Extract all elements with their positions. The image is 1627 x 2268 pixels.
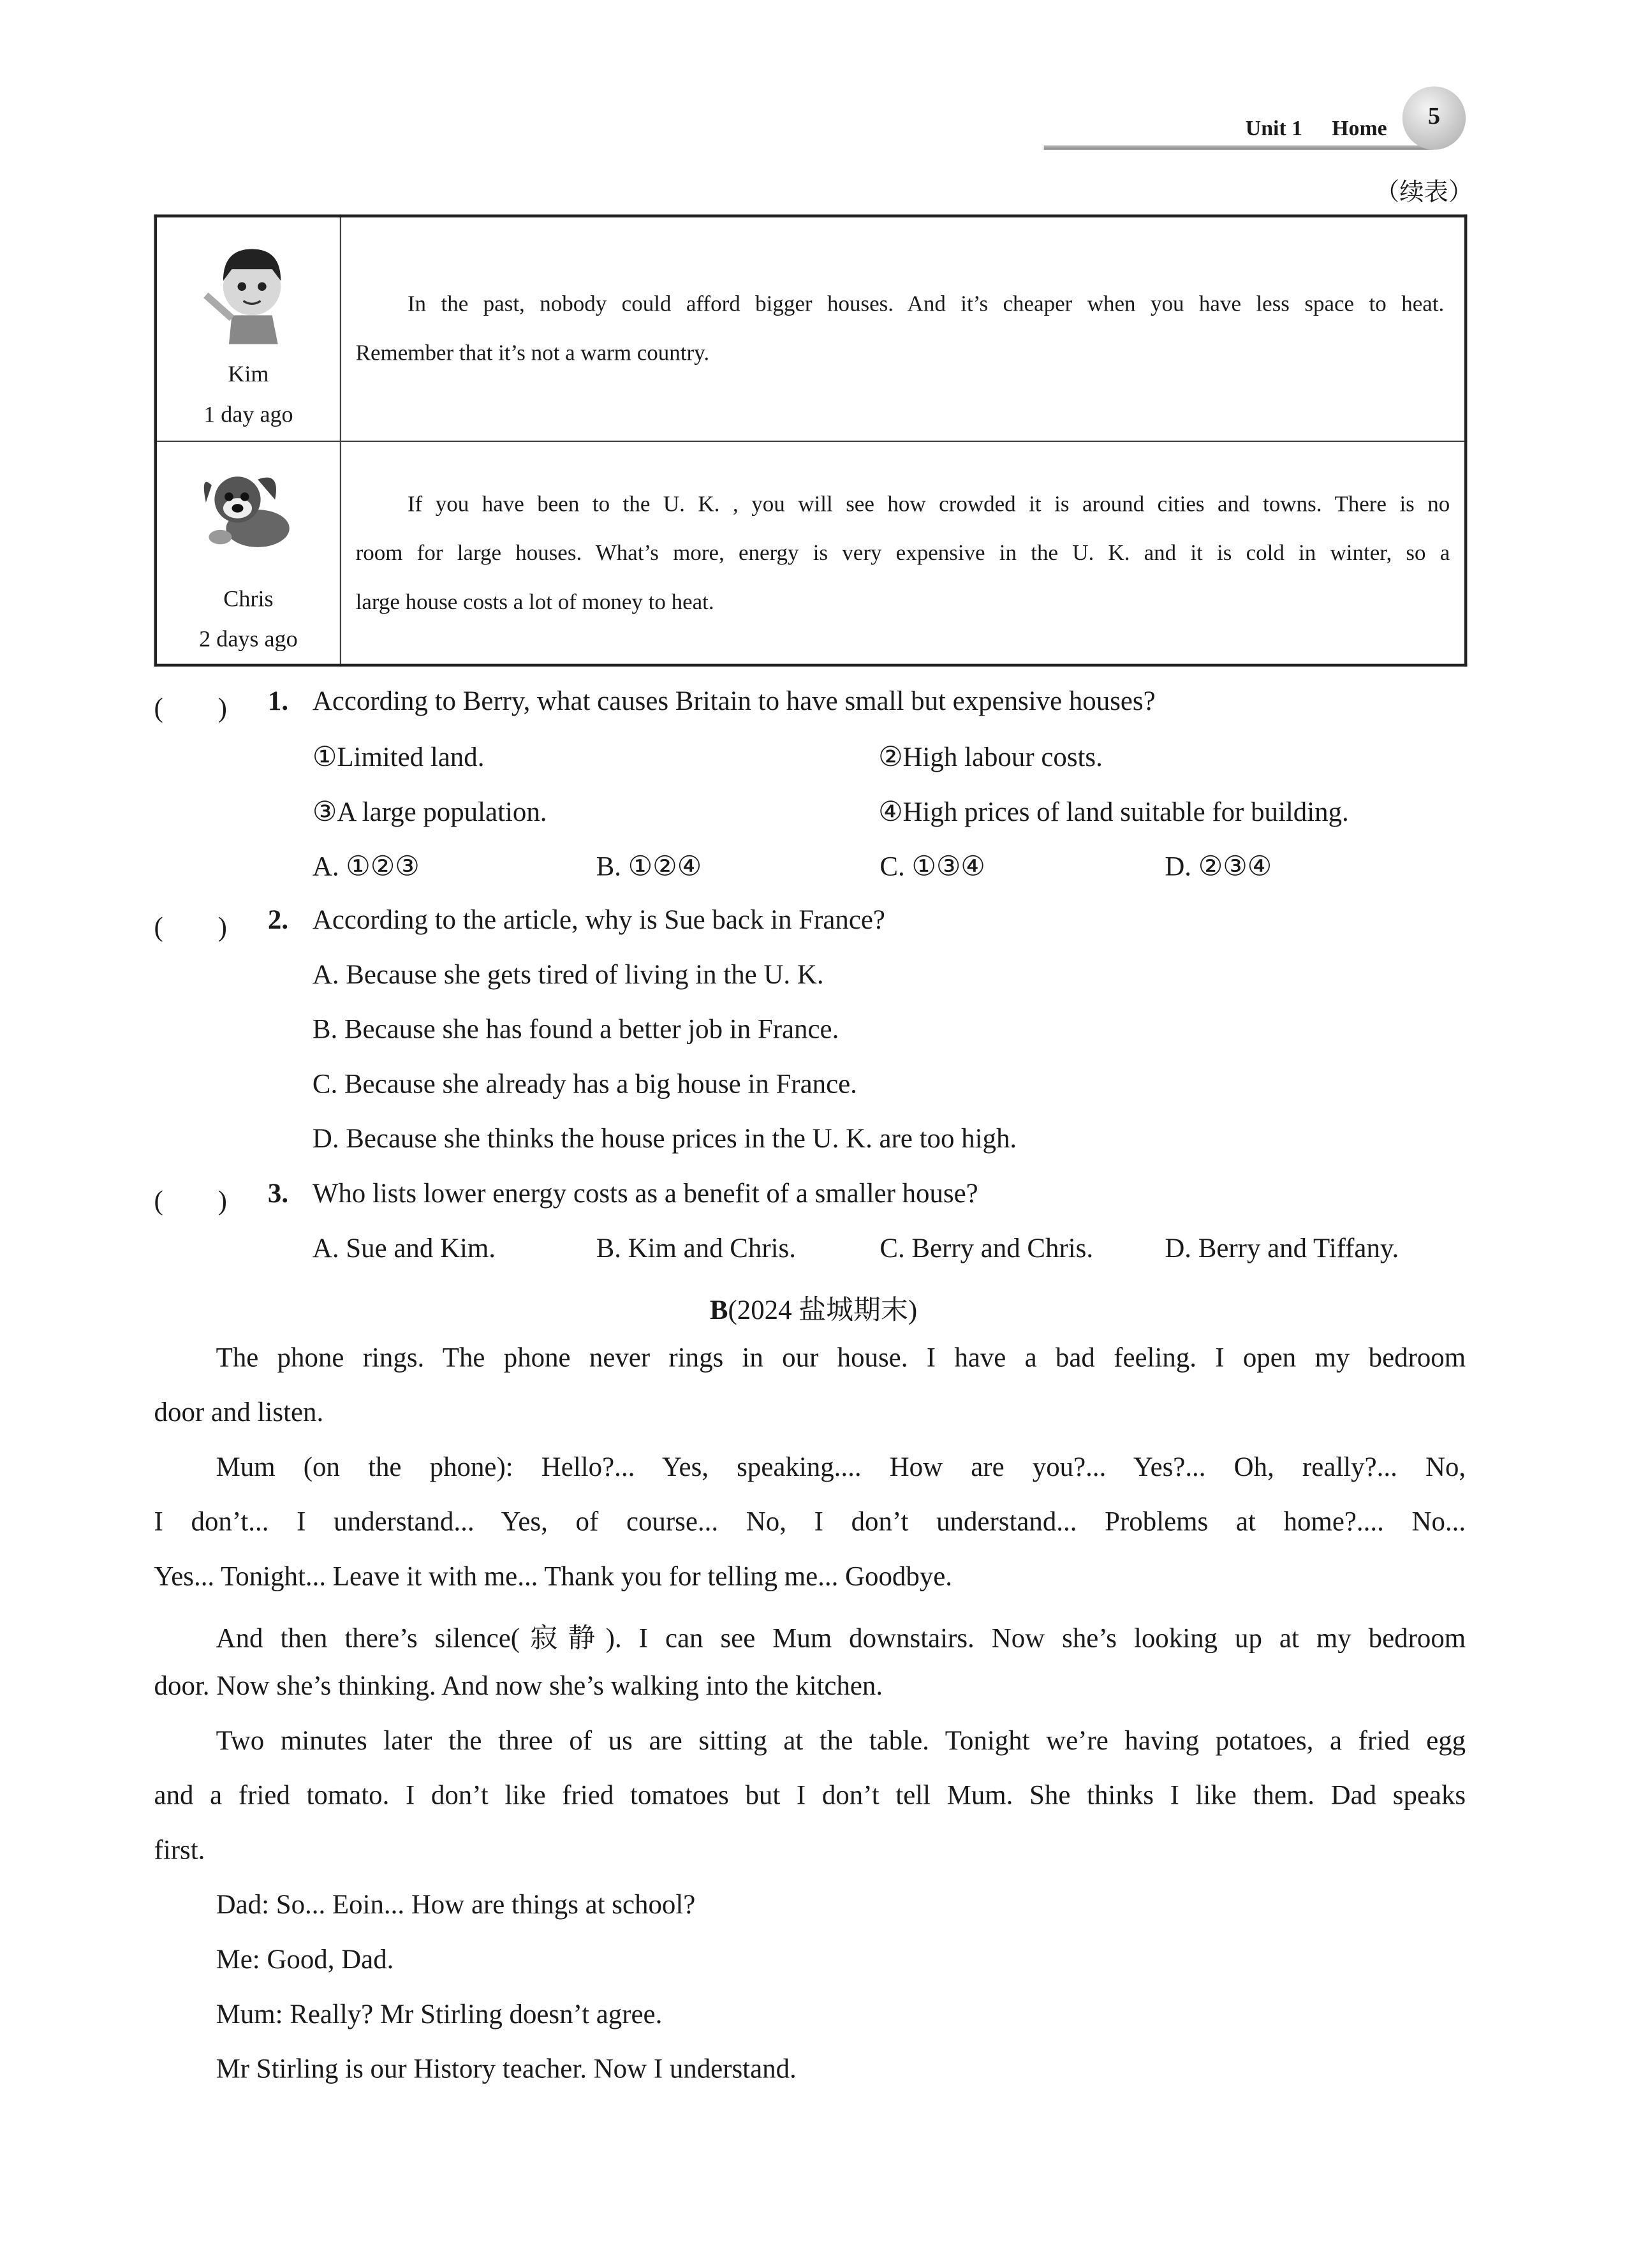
page-number: 5 [1427,102,1441,130]
answer-option[interactable]: A. Because she gets tired of living in the U. K. [312,960,824,991]
boy-avatar-icon [200,244,295,344]
answer-option[interactable]: A. Sue and Kim. [312,1233,496,1265]
answer-bracket[interactable]: ( ) [154,913,227,943]
comment-time: 2 days ago [199,627,298,652]
question-number: 1. [267,686,289,718]
passage-line: Two minutes later the three of us are sitting at the table. Tonight we’re having potatoes, a fried egg [216,1726,1466,1757]
answer-option[interactable]: B. Because she has found a better job in France. [312,1015,839,1045]
passage-line: door. Now she’s thinking. And now she’s walking into the kitchen. [154,1671,883,1702]
passage-line: I don’t... I understand... Yes, of course... No, I don’t understand... Problems at home?.... No... [154,1507,1466,1538]
statement-item: ①Limited land. [312,742,485,774]
table-row [156,441,1466,665]
passage-line: first. [154,1836,205,1866]
section-heading [0,1288,1627,1327]
passage-line: The phone rings. The phone never rings in our house. I have a bad feeling. I open my bedroom [216,1343,1466,1374]
answer-option[interactable]: C. ①③④ [880,852,985,883]
continued-label: （续表） [1374,178,1473,206]
passage-line: Mum: Really? Mr Stirling doesn’t agree. [216,1999,663,2031]
question-text: According to the article, why is Sue back in France? [312,905,885,936]
answer-option[interactable]: A. ①②③ [312,852,420,883]
comment-line: In the past, nobody could afford bigger houses. And it’s cheaper when you have less space to heat. [407,292,1445,317]
passage-line: Yes... Tonight... Leave it with me... Thank you for telling me... Goodbye. [154,1562,953,1593]
passage-line: And then there’s silence(寂静). I can see Mum downstairs. Now she’s looking up at my bedroom [216,1624,1466,1654]
answer-bracket[interactable]: ( ) [154,1186,227,1217]
question-number: 3. [267,1179,289,1210]
comment-text-cell [341,216,1466,441]
unit-title: Home [1332,118,1387,142]
comment-time: 1 day ago [203,403,293,428]
commenter-cell [156,441,341,665]
unit-label: Unit 1 [1245,118,1303,142]
answer-option[interactable]: D. ②③④ [1165,852,1272,883]
passage-line: Mum (on the phone): Hello?... Yes, speaking.... How are you?... Yes?... Oh, really?... No, [216,1452,1466,1484]
statement-item: ④High prices of land suitable for building. [878,797,1349,828]
commenter-name: Kim [228,362,269,388]
answer-option[interactable]: D. Berry and Tiffany. [1165,1233,1399,1265]
question-number: 2. [267,905,289,936]
answer-option[interactable]: C. Because she already has a big house in France. [312,1070,857,1100]
passage-line: Dad: So... Eoin... How are things at school? [216,1890,696,1921]
section-letter: B [709,1295,728,1327]
answer-option[interactable]: B. ①②④ [596,852,702,883]
passage-line: Me: Good, Dad. [216,1945,394,1976]
answer-option[interactable]: D. Because she thinks the house prices in the U. K. are too high. [312,1124,1017,1155]
comment-line: If you have been to the U. K. , you will see how crowded it is around cities and towns. There is no [407,491,1450,517]
passage-line: door and listen. [154,1398,324,1429]
question-text: According to Berry, what causes Britain to have small but expensive houses? [312,686,1156,718]
header-rule [1044,145,1433,150]
answer-option[interactable]: B. Kim and Chris. [596,1233,796,1265]
comment-line: Remember that it’s not a warm country. [355,341,710,366]
passage-line: and a fried tomato. I don’t like fried tomatoes but I don’t tell Mum. She thinks I like them. Dad speaks [154,1781,1466,1811]
answer-bracket[interactable]: ( ) [154,694,227,725]
commenter-name: Chris [223,586,274,612]
table-row [156,216,1466,441]
page-number-badge [1402,86,1466,149]
dog-avatar-icon [195,464,301,559]
commenter-cell [156,216,341,441]
question-text: Who lists lower energy costs as a benefit of a smaller house? [312,1179,978,1210]
passage-line: Mr Stirling is our History teacher. Now I understand. [216,2054,797,2085]
comments-table [154,214,1468,666]
comment-text-cell [341,441,1466,665]
comment-line: room for large houses. What’s more, energy is very expensive in the U. K. and it is cold in winter, so a [355,540,1450,566]
statement-item: ②High labour costs. [878,742,1103,774]
statement-item: ③A large population. [312,797,547,828]
comment-line: large house costs a lot of money to heat. [355,589,714,614]
answer-option[interactable]: C. Berry and Chris. [880,1233,1094,1265]
section-source: (2024 盐城期末) [728,1295,918,1327]
